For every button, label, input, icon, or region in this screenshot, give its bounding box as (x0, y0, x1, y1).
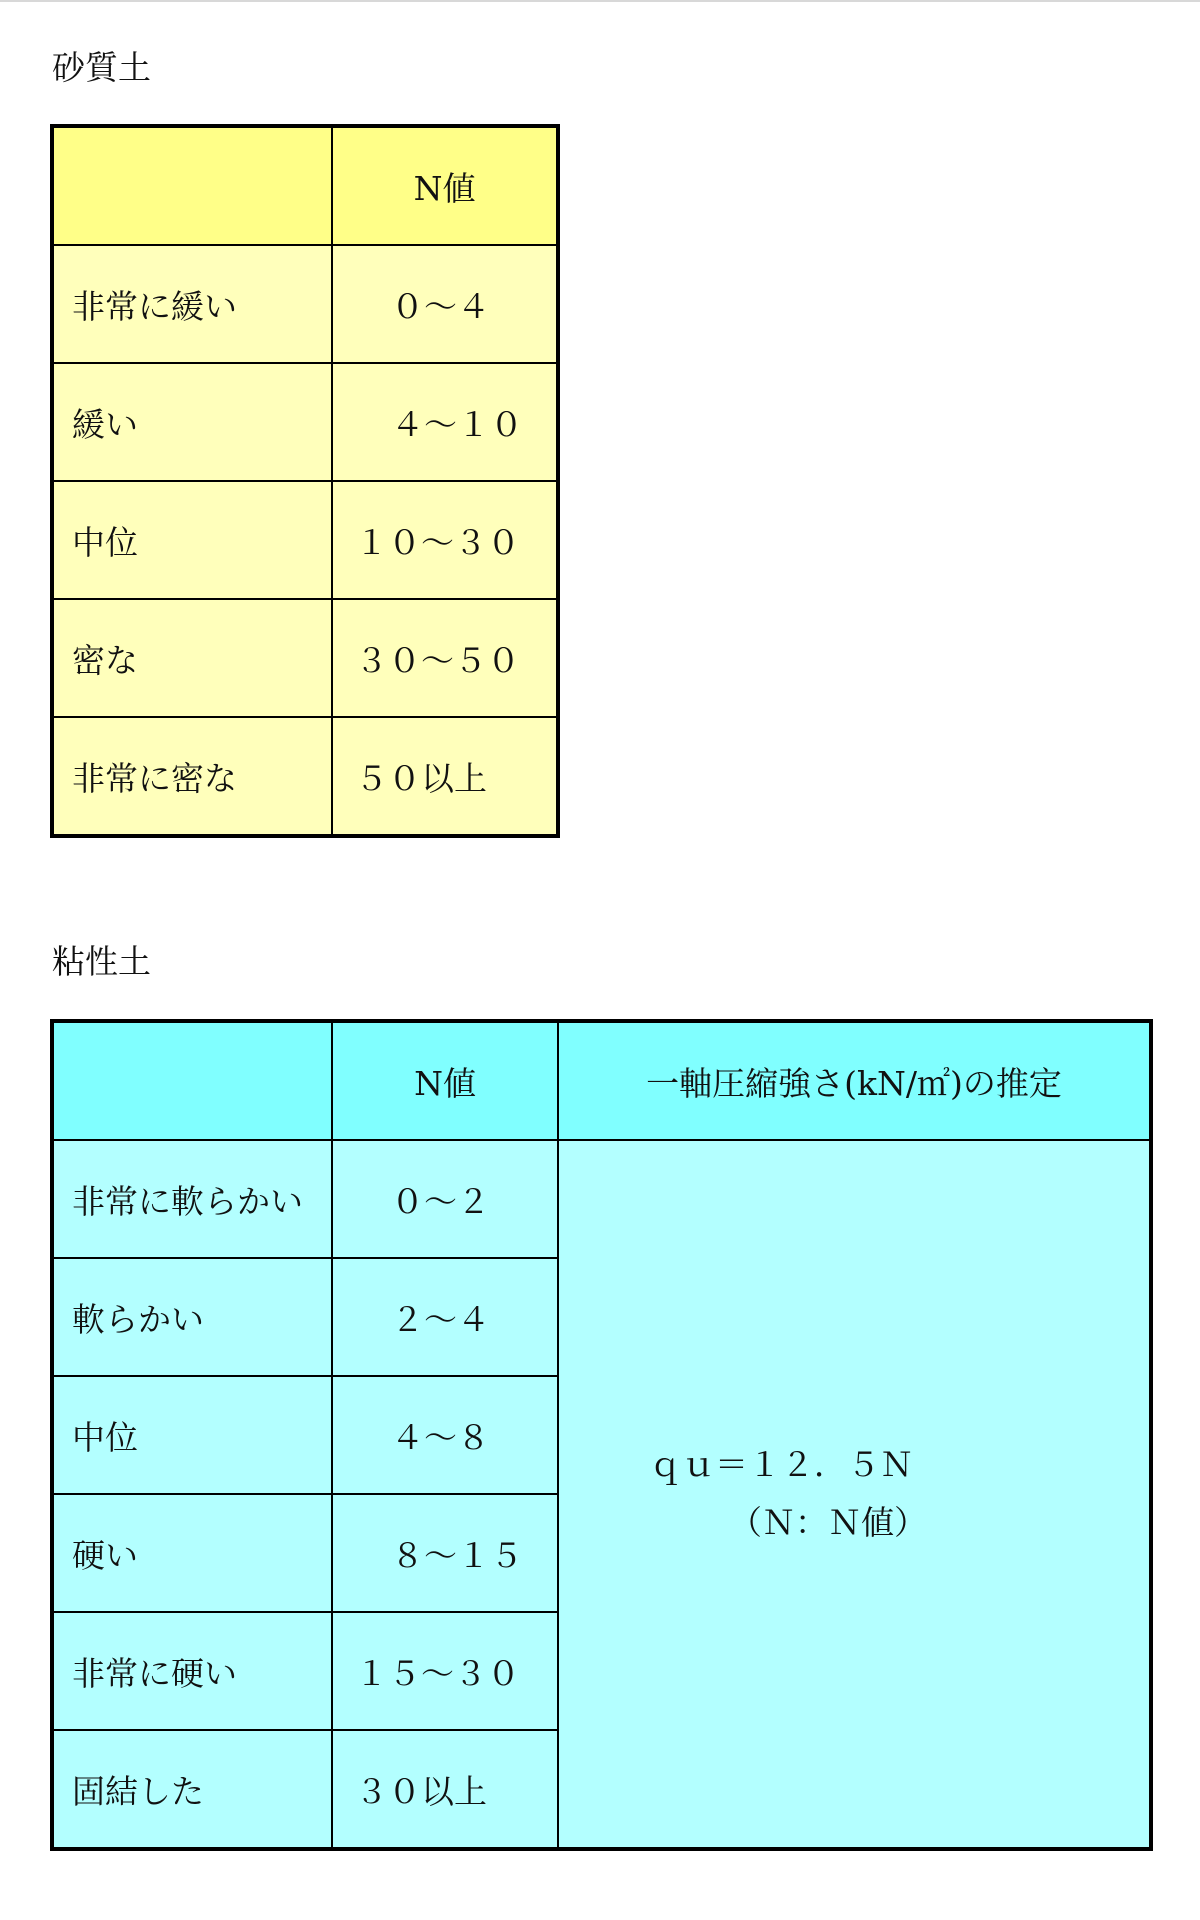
row-value (332, 245, 558, 363)
row-value-text: ３０～５０ (355, 640, 520, 680)
row-value-text: １５～３０ (355, 1653, 520, 1693)
row-value (332, 1730, 558, 1849)
row-value-text: ５０以上 (355, 758, 487, 798)
row-label: 中位 (52, 1376, 332, 1494)
top-border-line (0, 0, 1200, 2)
row-value-text: ２～４ (391, 1299, 490, 1339)
row-value (332, 1140, 558, 1258)
row-value (332, 599, 558, 717)
table-header-row (52, 126, 558, 245)
row-label: 中位 (52, 481, 332, 599)
row-label: 非常に硬い (52, 1612, 332, 1730)
header-qu-label: 一軸圧縮強さ(kN/㎡)の推定 (646, 1063, 1062, 1103)
row-value-text: ０～２ (391, 1181, 490, 1221)
row-value (332, 1612, 558, 1730)
row-label: 非常に緩い (52, 245, 332, 363)
clay-soil-heading: 粘性土 (52, 942, 151, 981)
header-n-value (332, 126, 558, 245)
row-value (332, 1258, 558, 1376)
table-row (52, 599, 558, 717)
table-header-row (52, 1021, 1151, 1140)
row-label: 軟らかい (52, 1258, 332, 1376)
table-row (52, 717, 558, 836)
row-value (332, 1376, 558, 1494)
row-value-text: １０～３０ (355, 522, 520, 562)
qu-formula: ｑｕ＝１２．５Ｎ (649, 1445, 913, 1484)
table-row (52, 245, 558, 363)
row-label: 非常に密な (52, 717, 332, 836)
header-qu-estimate (558, 1021, 1151, 1140)
header-n-label: N値 (413, 168, 476, 208)
row-value (332, 1494, 558, 1612)
qu-formula-note: （Ｎ：Ｎ値） (729, 1503, 927, 1542)
sandy-soil-heading: 砂質土 (52, 48, 151, 87)
clay-soil-table (50, 1019, 1153, 1851)
header-n-label: N値 (414, 1063, 476, 1103)
row-label: 硬い (52, 1494, 332, 1612)
header-empty-cell (52, 1021, 332, 1140)
row-value (332, 481, 558, 599)
row-value-text: ３０以上 (355, 1771, 487, 1811)
row-value-text: ４～１０ (391, 404, 523, 444)
header-n-value (332, 1021, 558, 1140)
qu-formula-cell (558, 1140, 1151, 1849)
row-label: 非常に軟らかい (52, 1140, 332, 1258)
sandy-soil-table (50, 124, 560, 838)
row-label: 緩い (52, 363, 332, 481)
row-value (332, 717, 558, 836)
table-row (52, 1140, 1151, 1258)
row-value (332, 363, 558, 481)
row-label: 密な (52, 599, 332, 717)
header-empty-cell (52, 126, 332, 245)
row-value-text: ０～４ (391, 286, 490, 326)
row-label: 固結した (52, 1730, 332, 1849)
table-row (52, 363, 558, 481)
row-value-text: ４～８ (391, 1417, 490, 1457)
table-row (52, 481, 558, 599)
row-value-text: ８～１５ (391, 1535, 523, 1575)
